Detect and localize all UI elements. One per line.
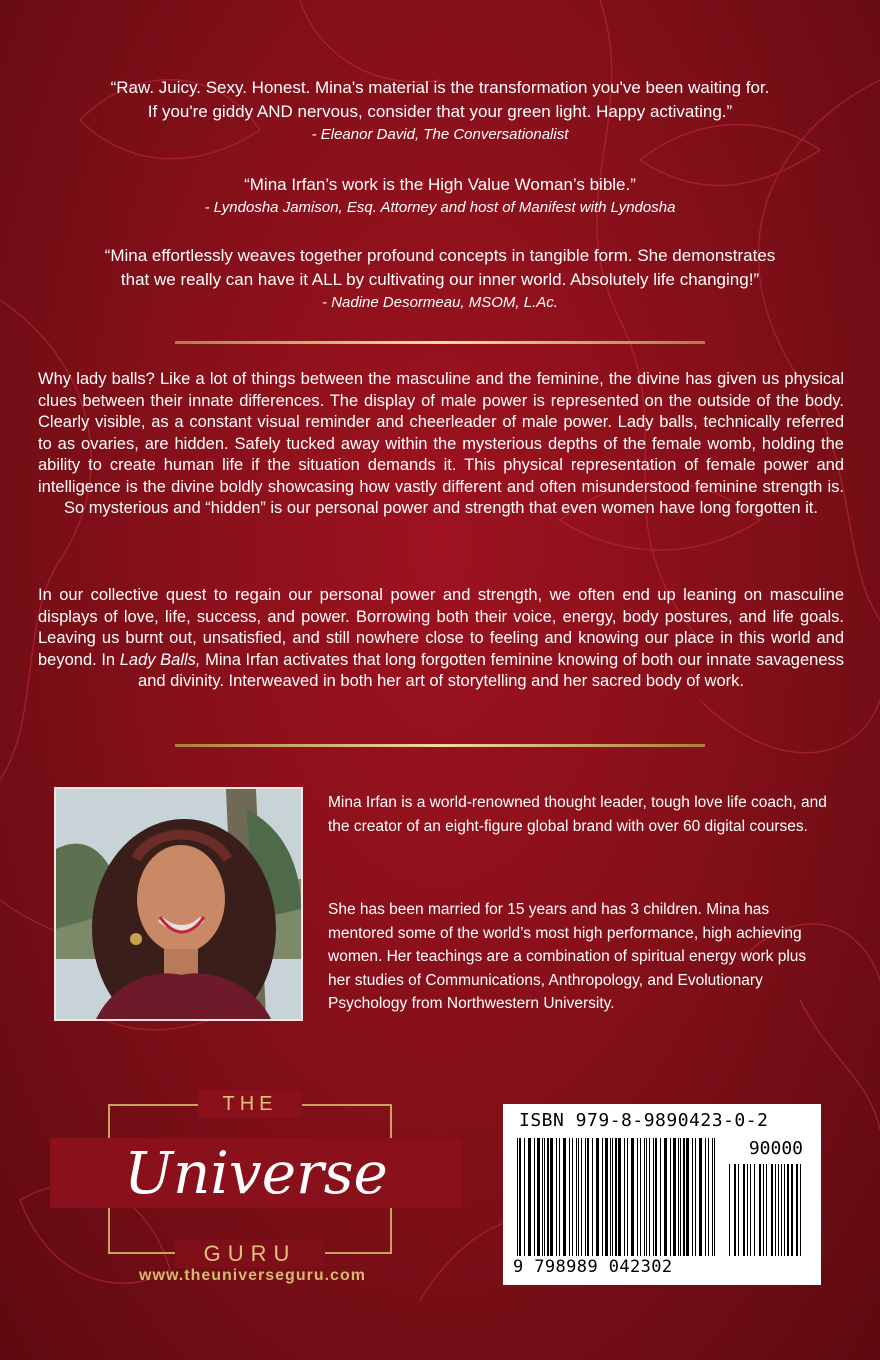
- blurb-3: [30, 244, 850, 314]
- barcode-bar: [537, 1138, 540, 1256]
- author-photo: [54, 787, 303, 1021]
- barcode-bar: [631, 1138, 634, 1256]
- barcode-bar: [627, 1138, 628, 1256]
- blurb-1-line-2: If you're giddy AND nervous, consider that your green light. Happy activating.”: [147, 102, 733, 121]
- blurb-2: [30, 173, 850, 219]
- price-bar: [738, 1164, 739, 1256]
- gold-divider-2: [175, 744, 705, 747]
- barcode-bar: [581, 1138, 582, 1256]
- logo-script-text: Universe: [50, 1138, 462, 1208]
- barcode-bar: [618, 1138, 621, 1256]
- barcode-bar: [644, 1138, 645, 1256]
- price-bar: [734, 1164, 736, 1256]
- barcode-bar: [695, 1138, 696, 1256]
- price-bar: [747, 1164, 748, 1256]
- publisher-logo: [50, 1090, 410, 1290]
- blurb-1-line-1: “Raw. Juicy. Sexy. Honest. Mina's material is the transformation you've been waiting for.: [110, 78, 770, 97]
- barcode-bar: [673, 1138, 676, 1256]
- price-bar: [775, 1164, 776, 1256]
- barcode-number: 9 798989 042302: [513, 1257, 673, 1277]
- barcode-bar: [556, 1138, 557, 1256]
- description-p2-before: In our collective quest to regain our personal power and strength, we often end up leaning on masculine displays of love, life, success, and power. Borrowing both their voice, energy, body postures, and life goals. Leaving us burnt out, unsatisfied, and still nowhere close to feeling and knowing our place in this world and beyond. In: [38, 586, 844, 669]
- gold-divider-1: [175, 341, 705, 344]
- barcode-bar: [550, 1138, 553, 1256]
- barcode-bar: [534, 1138, 535, 1256]
- barcode-bar: [692, 1138, 693, 1256]
- barcode-bar: [678, 1138, 679, 1256]
- price-code: 90000: [748, 1138, 803, 1159]
- barcode-bar: [653, 1138, 654, 1256]
- price-bar: [791, 1164, 793, 1256]
- barcode-bar: [714, 1138, 715, 1256]
- barcode-bar: [637, 1138, 638, 1256]
- blurb-3-line-1: “Mina effortlessly weaves together profound concepts in tangible form. She demonstrates: [104, 246, 776, 265]
- price-bar: [750, 1164, 751, 1256]
- blurb-2-attribution: - Lyndosha Jamison, Esq. Attorney and host of Manifest with Lyndosha: [204, 199, 676, 216]
- barcode-bar: [705, 1138, 706, 1256]
- barcode-bar: [563, 1138, 566, 1256]
- description-paragraph-1: Why lady balls? Like a lot of things between the masculine and the feminine, the divine has given us physical clues between their innate differences. The display of male power is represented on the outside of the body. Clearly visible, as a constant visual reminder and cheerleader of male power. Lady balls, technically referred to as ovaries, are hidden. Safely tucked away within the mysterious depths of the female womb, holding the ability to create human life if the situation demands it. This physical representation of female power and intelligence is the divine boldly showcasing how vastly different and often misunderstood feminine strength is. So mysterious and “hidden” is our personal power and strength that even women have long forgotten it.: [38, 370, 844, 517]
- barcode-bar: [683, 1138, 685, 1256]
- blurb-3-line-2: that we really can have it ALL by cultivating our inner world. Absolutely life changing!”: [120, 270, 760, 289]
- isbn-label: ISBN 979-8-9890423-0-2: [519, 1110, 769, 1131]
- barcode-bar: [585, 1138, 586, 1256]
- barcode-bar: [596, 1138, 599, 1256]
- price-bar: [743, 1164, 745, 1256]
- barcode-bar: [708, 1138, 709, 1256]
- barcode-bar: [680, 1138, 681, 1256]
- barcode-bar: [519, 1138, 521, 1256]
- price-bar: [771, 1164, 773, 1256]
- barcode-bar: [544, 1138, 545, 1256]
- barcode-bar: [664, 1138, 667, 1256]
- barcode-bar: [605, 1138, 608, 1256]
- blurb-3-attribution: - Nadine Desormeau, MSOM, L.Ac.: [322, 294, 558, 311]
- barcode-bar: [660, 1138, 661, 1256]
- barcode-bar: [572, 1138, 573, 1256]
- barcode-bar: [640, 1138, 641, 1256]
- barcode-bar: [528, 1138, 531, 1256]
- blurb-2-line-1: “Mina Irfan’s work is the High Value Woman’s bible.”: [244, 175, 636, 194]
- price-bar: [787, 1164, 789, 1256]
- barcode-bar: [624, 1138, 625, 1256]
- logo-the-text: THE: [198, 1090, 302, 1118]
- price-bar: [778, 1164, 779, 1256]
- price-bar: [729, 1164, 730, 1256]
- barcode-bar: [615, 1138, 617, 1256]
- barcode-bar: [559, 1138, 560, 1256]
- barcode-bar: [587, 1138, 589, 1256]
- barcode-bar: [646, 1138, 647, 1256]
- description-paragraph-2: [38, 585, 844, 693]
- description-p2-after: Mina Irfan activates that long forgotten feminine knowing of both our innate savageness and divinity. Interweaved in both her art of storytelling and her sacred body of work.: [138, 650, 844, 690]
- author-bio-1: Mina Irfan is a world-renowned thought leader, tough love life coach, and the creator of an eight-figure global brand with over 60 digital courses.: [328, 794, 827, 835]
- barcode-bar: [612, 1138, 613, 1256]
- barcode-bar: [686, 1138, 689, 1256]
- barcode-bar: [602, 1138, 603, 1256]
- author-bio-2: She has been married for 15 years and has 3 children. Mina has mentored some of the world’s most high performance, high achieving women. Her teachings are a combination of spiritual energy work plus her studies of Communications, Anthropology, and Evolutionary Psychology from Northwestern University.: [328, 901, 807, 1012]
- barcode-bar: [655, 1138, 657, 1256]
- barcode-bar: [547, 1138, 549, 1256]
- blurb-1: [30, 76, 850, 146]
- barcode-bar: [670, 1138, 671, 1256]
- price-bar: [800, 1164, 801, 1256]
- blurb-1-attribution: - Eleanor David, The Conversationalist: [311, 126, 569, 143]
- barcode-bar: [610, 1138, 611, 1256]
- barcode-bar: [712, 1138, 713, 1256]
- barcode-bar: [649, 1138, 650, 1256]
- barcode-bar: [578, 1138, 579, 1256]
- barcode-bar: [524, 1138, 525, 1256]
- price-bar: [766, 1164, 767, 1256]
- barcode-bar: [542, 1138, 543, 1256]
- publisher-website[interactable]: www.theuniverseguru.com: [139, 1267, 366, 1284]
- price-bar: [763, 1164, 764, 1256]
- barcode-bar: [699, 1138, 702, 1256]
- price-bar: [784, 1164, 785, 1256]
- logo-guru-text: GURU: [175, 1240, 325, 1268]
- barcode-bar: [517, 1138, 518, 1256]
- barcode-bar: [592, 1138, 593, 1256]
- price-bar: [796, 1164, 798, 1256]
- price-bar: [759, 1164, 761, 1256]
- barcode-bar: [576, 1138, 577, 1256]
- price-bar: [754, 1164, 755, 1256]
- book-title-inline: Lady Balls,: [119, 650, 201, 669]
- barcode-bar: [569, 1138, 570, 1256]
- isbn-barcode: [503, 1104, 821, 1285]
- price-bar: [781, 1164, 782, 1256]
